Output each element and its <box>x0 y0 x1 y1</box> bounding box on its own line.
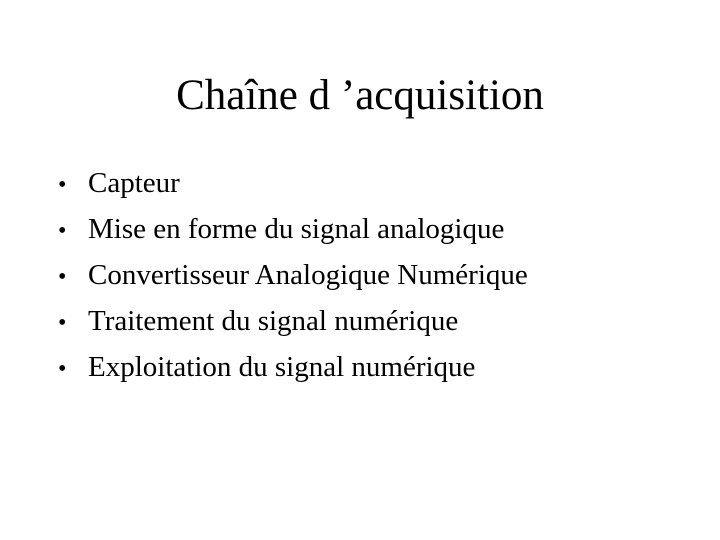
bullet-icon: • <box>58 356 67 382</box>
list-item-label: Exploitation du signal numérique <box>88 351 476 383</box>
list-item-label: Convertisseur Analogique Numérique <box>88 259 528 291</box>
bullet-icon: • <box>58 310 67 336</box>
bullet-icon: • <box>58 264 67 290</box>
list-item-label: Mise en forme du signal analogique <box>88 213 505 245</box>
list-item <box>58 298 528 344</box>
list-item <box>58 206 528 252</box>
bullet-list <box>58 160 528 390</box>
bullet-icon: • <box>58 172 67 198</box>
list-item <box>58 252 528 298</box>
list-item <box>58 160 528 206</box>
slide-title: Chaîne d ’acquisition <box>176 72 544 119</box>
list-item <box>58 344 528 390</box>
list-item-label: Traitement du signal numérique <box>88 305 459 337</box>
bullet-icon: • <box>58 218 67 244</box>
list-item-label: Capteur <box>88 167 180 199</box>
